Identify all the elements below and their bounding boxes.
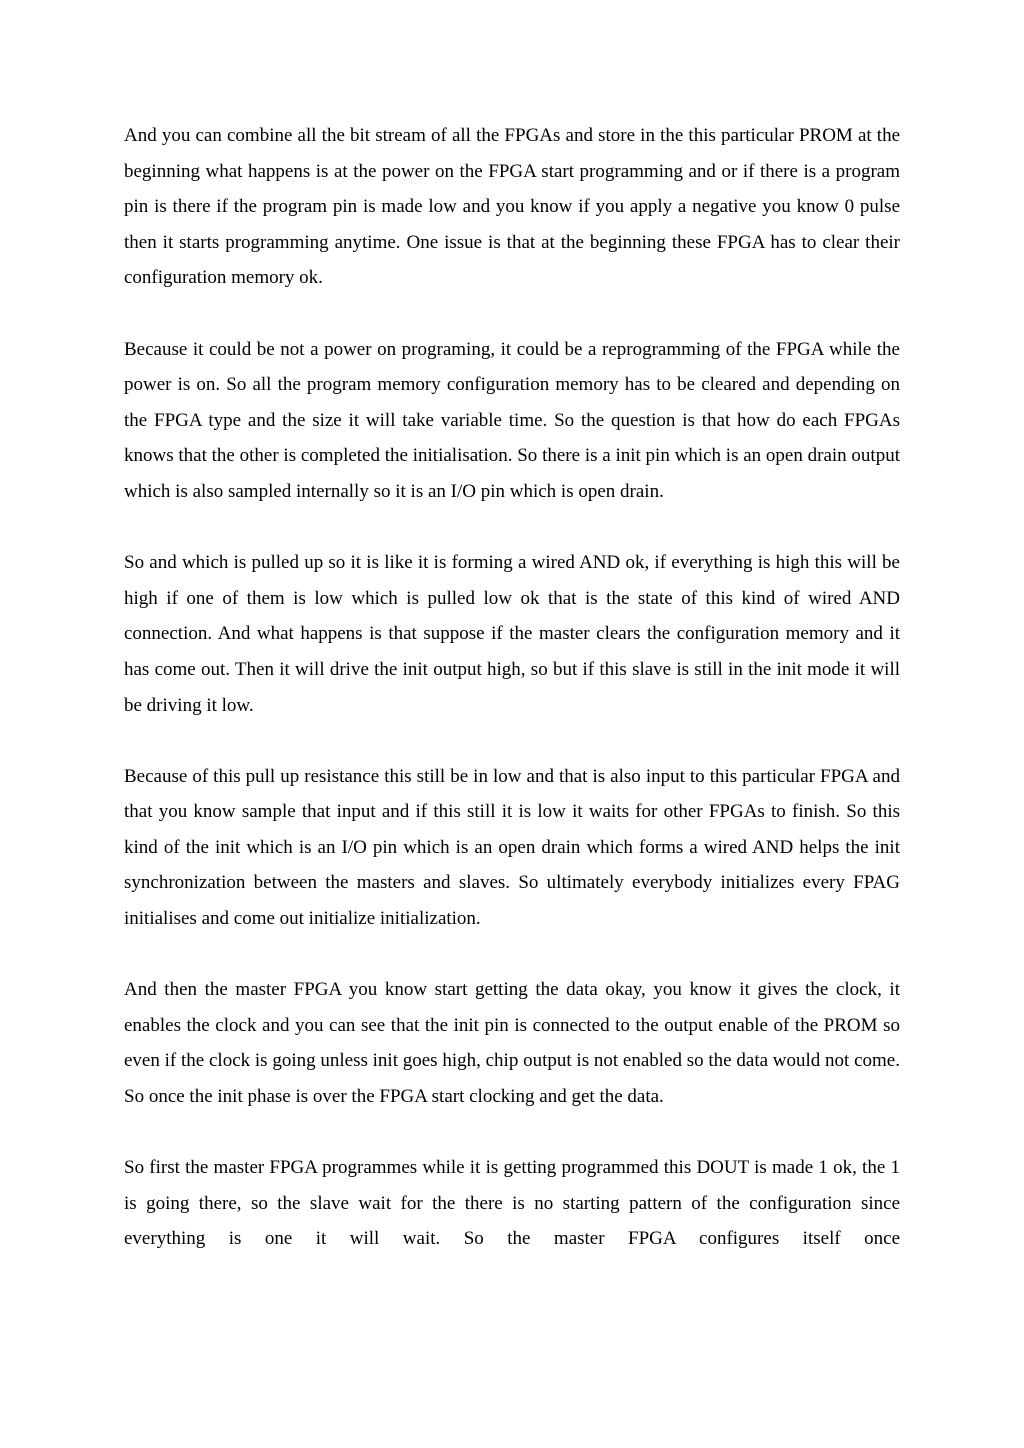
paragraph-4: Because of this pull up resistance this still be in low and that is also input to this particular FPGA and that you know sample that input and if this still it is low it waits for other FPGAs to finish. So this kind of the init which is an I/O pin which is an open drain which forms a wired AND helps the init synchronization between the masters and slaves. So ultimately everybody initializes every FPAG initialises and come out initialize initialization. bbox=[124, 765, 900, 930]
document-body bbox=[124, 118, 900, 1257]
paragraph-5: And then the master FPGA you know start getting the data okay, you know it gives the clock, it enables the clock and you can see that the init pin is connected to the output enable of the PROM so even if the clock is going unless init goes high, chip output is not enabled so the data would not come. So once the init phase is over the FPGA start clocking and get the data. bbox=[124, 979, 900, 1108]
paragraph-2: Because it could be not a power on programing, it could be a reprogramming of the FPGA while the power is on. So all the program memory configuration memory has to be cleared and depending on the FPGA type and the size it will take variable time. So the question is that how do each FPGAs knows that the other is completed the initialisation. So there is a init pin which is an open drain output which is also sampled internally so it is an I/O pin which is open drain. bbox=[124, 338, 900, 502]
paragraph-1: And you can combine all the bit stream of all the FPGAs and store in the this particular PROM at the beginning what happens is at the power on the FPGA start programming and or if there is a program pin is there if the program pin is made low and you know if you apply a negative you know 0 pulse then it starts programming anytime. One issue is that at the beginning these FPGA has to clear their configuration memory ok. bbox=[124, 125, 900, 289]
paragraph-6: So first the master FPGA programmes while it is getting programmed this DOUT is made 1 ok, the 1 is going there, so the slave wait for the there is no starting pattern of the configuration since everything is one it will wait. So the master FPGA configures itself once bbox=[124, 1157, 900, 1250]
paragraph-3: So and which is pulled up so it is like it is forming a wired AND ok, if everything is high this will be high if one of them is low which is pulled low ok that is the state of this kind of wired AND connection. And what happens is that suppose if the master clears the configuration memory and it has come out. Then it will drive the init output high, so but if this slave is still in the init mode it will be driving it low. bbox=[124, 552, 900, 716]
